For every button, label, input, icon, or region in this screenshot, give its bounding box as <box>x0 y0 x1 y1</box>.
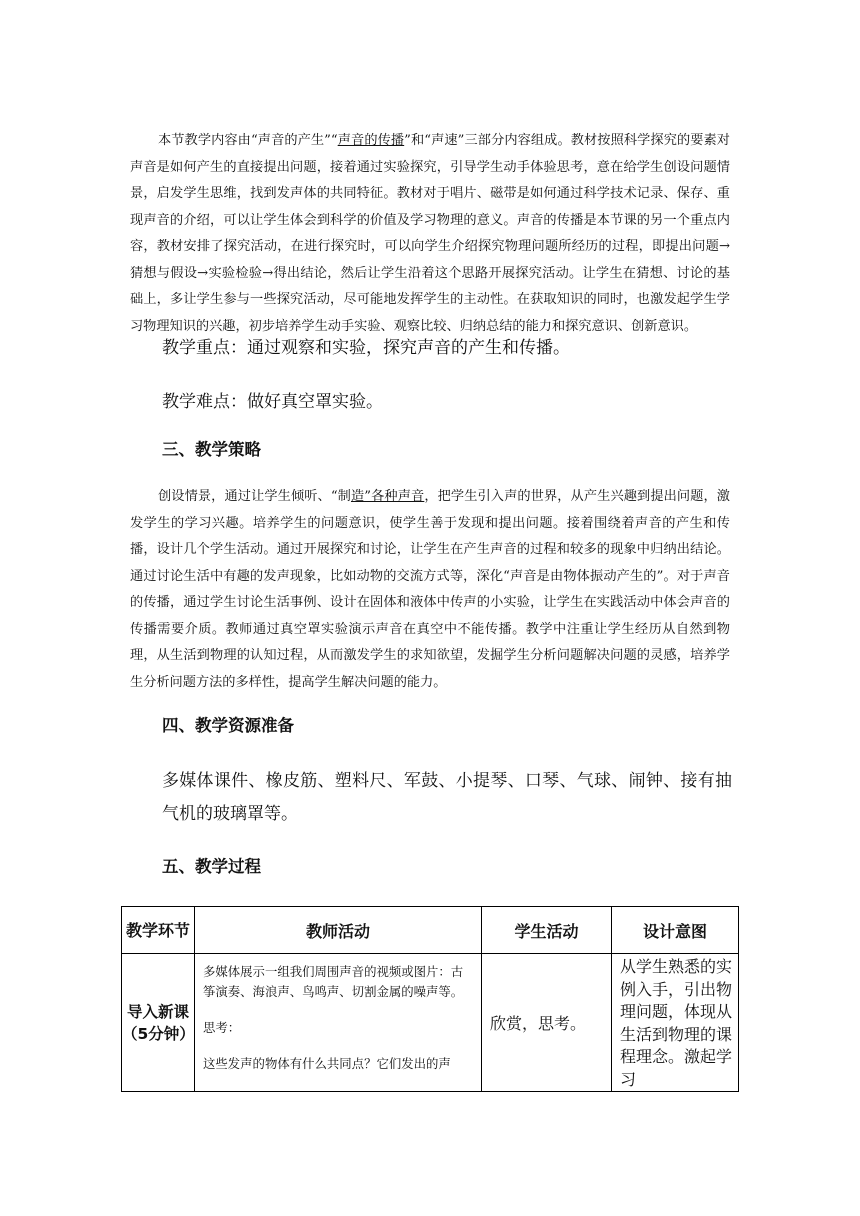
strategy-text-1: 创设情景，通过让学生倾听、“制 <box>158 489 351 504</box>
row1-stage: 导入新课（5分钟） <box>122 954 195 1092</box>
section4-heading: 四、教学资源准备 <box>162 716 294 735</box>
intro-text-2: ”和“声速”三部分内容组成。教材按照科学探究的要素对声音是如何产生的直接提出问题，接着通过实验探究，引导学生动手体验思考，意在给学生创设问题情景，启发学生思维，找到发声体的共同特征。教材对于唱片、磁带是如何通过科学技术记录、保存、重现声音的介绍，可以让学生体会到科学的价值及学习物理的意义。声音的传播是本节课的另一个重点内容，教材安排了探究活动，在进行探究时，可以向学生介绍探究物理问题所经历的过程，即提出问题→猜想与假设→实验检验→得出结论，然后让学生沿着这个思路开展探究活动。让学生在猜想、讨论的基础上，多让学生参与一些探究活动，尽可能地发挥学生的主动性。在获取知识的同时，也激发起学生学习物理知识的兴趣，初步培养学生动手实验、观察比较、归纳总结的能力和探究意识、创新意识。 <box>130 133 730 334</box>
row1-design-intent: 从学生熟悉的实例入手，引出物理问题，体现从生活到物理的课程理念。激起学习 <box>612 954 739 1092</box>
intro-paragraph <box>130 128 730 340</box>
intro-underlined-text: 声音的传播 <box>337 133 405 148</box>
key-point: 教学重点：通过观察和实验，探究声音的产生和传播。 <box>162 338 570 358</box>
strategy-text-2: ，把学生引入声的世界，从产生兴趣到提出问题，激发学生的学习兴趣。培养学生的问题意识，使学生善于发现和提出问题。接着围绕着声音的产生和传播，设计几个学生活动。通过开展探究和讨论，让学生在产生声音的过程和较多的现象中归纳出结论。通过讨论生活中有趣的发声现象，比如动物的交流方式等，深化“声音是由物体振动产生的”。对于声音的传播，通过学生讨论生活事例、设计在固体和液体中传声的小实验，让学生在实践活动中体会声音的传播需要介质。教师通过真空罩实验演示声音在真空中不能传播。教学中注重让学生经历从自然到物理，从生活到物理的认知过程，从而激发学生的求知欲望，发掘学生分析问题解决问题的灵感，培养学生分析问题方法的多样性，提高学生解决问题的能力。 <box>130 489 730 690</box>
row1-teacher-activity <box>195 954 482 1092</box>
header-teacher-activity: 教师活动 <box>195 907 482 954</box>
teacher-text-3: 这些发声的物体有什么共同点？它们发出的声 <box>203 1056 451 1071</box>
resources-paragraph: 多媒体课件、橡皮筋、塑料尺、军鼓、小提琴、口琴、气球、闹钟、接有抽气机的玻璃罩等。 <box>162 771 732 824</box>
difficulty-point: 教学难点：做好真空罩实验。 <box>162 392 383 412</box>
row1-student-activity: 欣赏，思考。 <box>482 954 612 1092</box>
header-stage: 教学环节 <box>122 907 195 954</box>
header-student-activity: 学生活动 <box>482 907 612 954</box>
teaching-process-table <box>121 906 739 1092</box>
table-row <box>122 954 739 1092</box>
teacher-text-2: 思考： <box>203 1020 241 1035</box>
teacher-text-1: 多媒体展示一组我们周围声音的视频或图片：古筝演奏、海浪声、鸟鸣声、切割金属的噪声等。 <box>203 964 464 999</box>
strategy-underlined-text: 造”各种声音 <box>350 489 425 504</box>
strategy-paragraph <box>130 484 730 696</box>
intro-text-1: 本节教学内容由“声音的产生”“ <box>158 133 338 148</box>
section5-heading: 五、教学过程 <box>162 857 261 876</box>
table-header-row <box>122 907 739 954</box>
header-design-intent: 设计意图 <box>612 907 739 954</box>
section3-heading: 三、教学策略 <box>162 440 261 459</box>
